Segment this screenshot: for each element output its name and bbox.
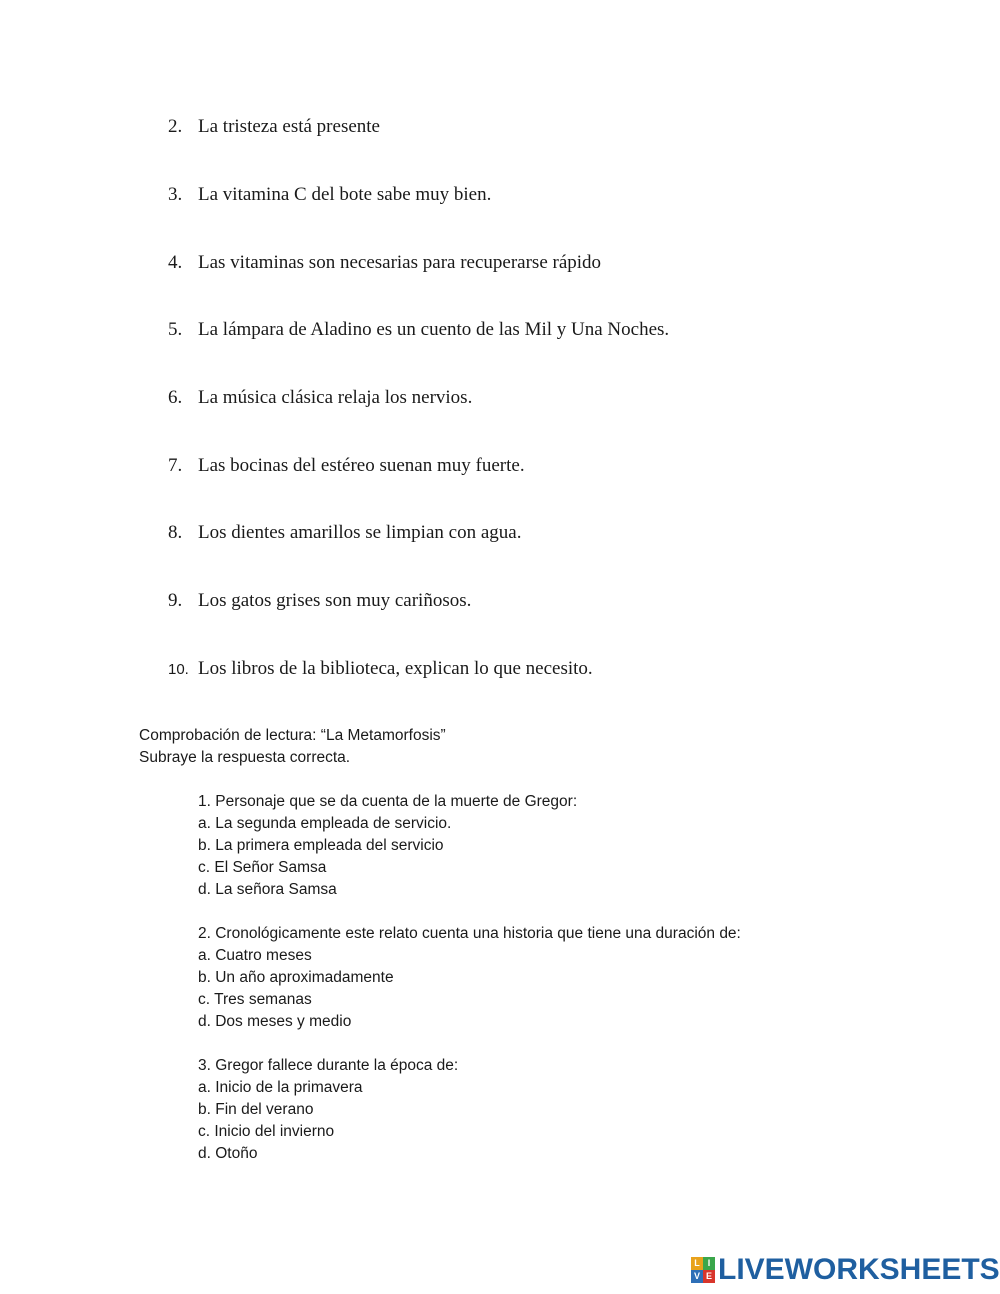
answer-option[interactable]: a. Cuatro meses [198,947,312,964]
answer-option[interactable]: a. La segunda empleada de servicio. [198,815,452,832]
sentence-text: La lámpara de Aladino es un cuento de las Mil y Una Noches. [198,319,670,340]
sentence-number: 10. [168,661,189,678]
question-text: 1. Personaje que se da cuenta de la muerte de Gregor: [198,793,578,810]
logo-mark-cell: V [691,1270,703,1283]
sentence-item [168,115,380,139]
sentence-number: 7. [168,455,183,476]
logo-mark-cell: E [703,1270,715,1283]
sentence-item [168,183,491,207]
sentence-number: 3. [168,184,183,205]
sentence-item [168,589,471,613]
sentence-item [168,454,525,478]
sentence-text: La tristeza está presente [198,116,380,137]
sentence-text: La música clásica relaja los nervios. [198,387,473,408]
question-text: 2. Cronológicamente este relato cuenta una historia que tiene una duración de: [198,925,741,942]
answer-option[interactable]: d. Otoño [198,1145,258,1162]
sentence-number: 4. [168,252,183,273]
answer-option[interactable]: d. Dos meses y medio [198,1013,352,1030]
answer-option[interactable]: b. La primera empleada del servicio [198,837,444,854]
liveworksheets-logo [691,1253,1000,1287]
sentence-text: Las bocinas del estéreo suenan muy fuerte. [198,455,525,476]
answer-option[interactable]: a. Inicio de la primavera [198,1079,363,1096]
logo-mark-cell: I [703,1257,715,1270]
logo-text: LIVEWORKSHEETS [718,1253,1000,1286]
logo-mark-cell: L [691,1257,703,1270]
question-text: 3. Gregor fallece durante la época de: [198,1057,459,1074]
sentence-text: Los libros de la biblioteca, explican lo que necesito. [198,658,593,679]
sentence-number: 2. [168,116,183,137]
sentence-number: 8. [168,522,183,543]
sentence-text: Los dientes amarillos se limpian con agua. [198,522,522,543]
logo-mark-icon [691,1257,715,1283]
sentence-number: 9. [168,590,183,611]
quiz-title: Comprobación de lectura: “La Metamorfosis” [139,727,446,744]
sentence-number: 6. [168,387,183,408]
sentence-text: La vitamina C del bote sabe muy bien. [198,184,492,205]
answer-option[interactable]: c. El Señor Samsa [198,859,327,876]
answer-option[interactable]: c. Tres semanas [198,991,312,1008]
sentence-text: Las vitaminas son necesarias para recuperarse rápido [198,252,602,273]
answer-option[interactable]: c. Inicio del invierno [198,1123,335,1140]
answer-option[interactable]: b. Un año aproximadamente [198,969,394,986]
sentence-item [168,318,669,342]
answer-option[interactable]: d. La señora Samsa [198,881,337,898]
sentence-item [168,386,472,410]
sentence-item [168,521,521,545]
sentence-number: 5. [168,319,183,340]
sentence-text: Los gatos grises son muy cariñosos. [198,590,472,611]
sentence-item [168,657,593,681]
quiz-instruction: Subraye la respuesta correcta. [139,749,351,766]
answer-option[interactable]: b. Fin del verano [198,1101,314,1118]
sentence-item [168,251,601,275]
